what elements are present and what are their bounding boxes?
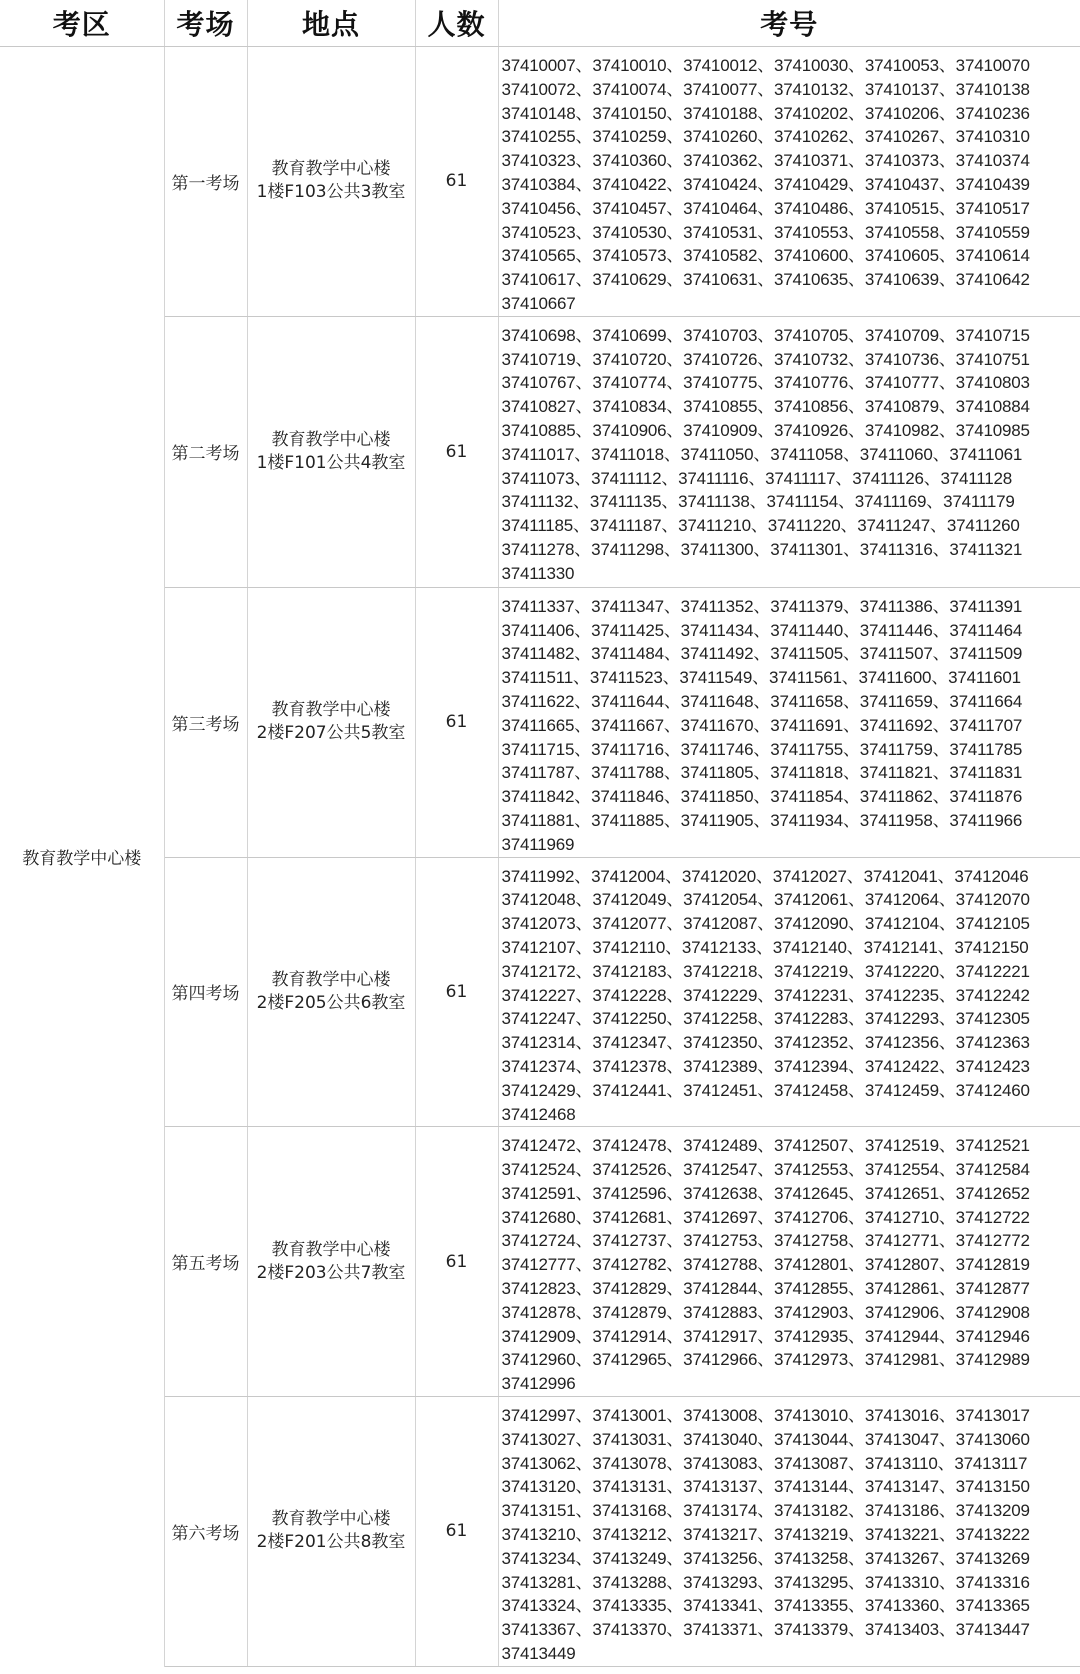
id-line: 37411992、37412004、37412020、37412027、37412041、37412046 xyxy=(501,866,1029,886)
id-line: 37410007、37410010、37410012、37410030、37410053、37410070 xyxy=(501,56,1030,75)
id-line: 37410523、37410530、37410531、37410553、37410558、37410559 xyxy=(501,222,1030,242)
header-ids: 考号 xyxy=(498,0,1080,47)
table-row xyxy=(0,47,1080,317)
id-line: 37411842、37411846、37411850、37411854、37411862、37411876 xyxy=(501,787,1023,807)
room-name: 第一考场 xyxy=(164,47,247,317)
id-line: 37411969 xyxy=(501,834,575,854)
location-line: 教育教学中心楼 xyxy=(271,1239,391,1260)
room-location xyxy=(247,857,415,1127)
id-line: 37411132、37411135、37411138、37411154、37411169、37411179 xyxy=(501,492,1015,512)
id-line: 37411787、37411788、37411805、37411818、37411821、37411831 xyxy=(501,763,1023,783)
room-location xyxy=(247,47,415,317)
id-line: 37412247、37412250、37412258、37412283、37412293、37412305 xyxy=(501,1009,1030,1029)
header-area: 考区 xyxy=(0,0,164,47)
id-line: 37411406、37411425、37411434、37411440、37411446、37411464 xyxy=(501,620,1023,640)
id-line: 37412048、37412049、37412054、37412061、37412064、37412070 xyxy=(501,890,1030,910)
id-line: 37412996 xyxy=(501,1374,576,1394)
room-ids xyxy=(498,857,1080,1127)
id-line: 37410667 xyxy=(501,293,576,313)
id-line: 37412591、37412596、37412638、37412645、37412651、37412652 xyxy=(501,1183,1030,1203)
area-name: 教育教学中心楼 xyxy=(0,47,164,1667)
location-line: 教育教学中心楼 xyxy=(271,159,391,180)
id-line: 37412823、37412829、37412844、37412855、37412861、37412877 xyxy=(501,1279,1030,1299)
header-count: 人数 xyxy=(415,0,498,47)
id-line: 37412468 xyxy=(501,1104,576,1124)
room-count: 61 xyxy=(415,316,498,587)
id-line: 37411511、37411523、37411549、37411561、37411600、37411601 xyxy=(501,668,1021,688)
id-line: 37412878、37412879、37412883、37412903、37412906、37412908 xyxy=(501,1302,1030,1322)
id-line: 37410885、37410906、37410909、37410926、37410982、37410985 xyxy=(501,420,1030,440)
room-count: 61 xyxy=(415,857,498,1127)
id-line: 37411185、37411187、37411210、37411220、37411247、37411260 xyxy=(501,516,1020,536)
id-line: 37411278、37411298、37411300、37411301、37411316、37411321 xyxy=(501,539,1023,559)
id-line: 37410384、37410422、37410424、37410429、37410437、37410439 xyxy=(501,174,1030,194)
header-room: 考场 xyxy=(164,0,247,47)
id-line: 37413281、37413288、37413293、37413295、37413310、37413316 xyxy=(501,1572,1030,1592)
location-line: 2楼F205公共6教室 xyxy=(256,992,406,1013)
location-line: 教育教学中心楼 xyxy=(271,969,391,990)
id-line: 37413367、37413370、37413371、37413379、37413403、37413447 xyxy=(501,1620,1030,1640)
id-line: 37413151、37413168、37413174、37413182、37413186、37413209 xyxy=(501,1501,1030,1521)
room-location xyxy=(247,587,415,857)
id-line: 37412172、37412183、37412218、37412219、37412220、37412221 xyxy=(501,961,1030,981)
id-line: 37413120、37413131、37413137、37413144、37413147、37413150 xyxy=(501,1477,1030,1497)
id-line: 37410323、37410360、37410362、37410371、37410373、37410374 xyxy=(501,151,1030,171)
id-line: 37410767、37410774、37410775、37410776、37410777、37410803 xyxy=(501,373,1030,393)
id-line: 37410565、37410573、37410582、37410600、37410605、37410614 xyxy=(501,246,1030,266)
id-line: 37412909、37412914、37412917、37412935、37412944、37412946 xyxy=(501,1326,1030,1346)
id-line: 37410456、37410457、37410464、37410486、37410515、37410517 xyxy=(501,198,1030,218)
id-line: 37410698、37410699、37410703、37410705、37410709、37410715 xyxy=(501,325,1030,345)
id-line: 37411330 xyxy=(501,563,575,583)
id-line: 37411715、37411716、37411746、37411755、37411759、37411785 xyxy=(501,739,1023,759)
id-line: 37412314、37412347、37412350、37412352、37412356、37412363 xyxy=(501,1033,1030,1053)
id-line: 37410617、37410629、37410631、37410635、37410639、37410642 xyxy=(501,270,1030,290)
room-name: 第四考场 xyxy=(164,857,247,1127)
id-line: 37412429、37412441、37412451、37412458、37412459、37412460 xyxy=(501,1080,1030,1100)
room-ids xyxy=(498,587,1080,857)
location-line: 1楼F103公共3教室 xyxy=(256,182,406,203)
room-count: 61 xyxy=(415,1397,498,1667)
id-line: 37412524、37412526、37412547、37412553、37412554、37412584 xyxy=(501,1160,1030,1180)
room-name: 第二考场 xyxy=(164,316,247,587)
id-line: 37412227、37412228、37412229、37412231、37412235、37412242 xyxy=(501,985,1030,1005)
location-line: 教育教学中心楼 xyxy=(271,1509,391,1530)
room-name: 第六考场 xyxy=(164,1397,247,1667)
id-line: 37412374、37412378、37412389、37412394、37412422、37412423 xyxy=(501,1056,1030,1076)
id-line: 37412777、37412782、37412788、37412801、37412807、37412819 xyxy=(501,1255,1030,1275)
id-line: 37413062、37413078、37413083、37413087、37413110、37413117 xyxy=(501,1453,1028,1473)
room-ids xyxy=(498,1397,1080,1667)
room-location xyxy=(247,1127,415,1397)
room-count: 61 xyxy=(415,1127,498,1397)
room-name: 第五考场 xyxy=(164,1127,247,1397)
location-line: 2楼F203公共7教室 xyxy=(256,1262,406,1283)
room-count: 61 xyxy=(415,47,498,317)
id-line: 37411665、37411667、37411670、37411691、37411692、37411707 xyxy=(501,715,1023,735)
id-line: 37413449 xyxy=(501,1644,576,1664)
room-location xyxy=(247,316,415,587)
id-line: 37410827、37410834、37410855、37410856、37410879、37410884 xyxy=(501,397,1030,417)
id-line: 37411017、37411018、37411050、37411058、37411060、37411061 xyxy=(501,444,1023,464)
room-name: 第三考场 xyxy=(164,587,247,857)
location-line: 教育教学中心楼 xyxy=(271,700,391,721)
id-line: 37412997、37413001、37413008、37413010、37413016、37413017 xyxy=(501,1406,1030,1426)
id-line: 37410255、37410259、37410260、37410262、37410267、37410310 xyxy=(501,127,1030,147)
id-line: 37412472、37412478、37412489、37412507、37412519、37412521 xyxy=(501,1136,1030,1156)
room-ids xyxy=(498,1127,1080,1397)
id-line: 37411482、37411484、37411492、37411505、37411507、37411509 xyxy=(501,644,1023,664)
id-line: 37411622、37411644、37411648、37411658、37411659、37411664 xyxy=(501,691,1023,711)
id-line: 37413027、37413031、37413040、37413044、37413047、37413060 xyxy=(501,1429,1030,1449)
id-line: 37410719、37410720、37410726、37410732、37410736、37410751 xyxy=(501,349,1030,369)
location-line: 教育教学中心楼 xyxy=(271,429,391,450)
location-line: 2楼F207公共5教室 xyxy=(256,723,406,744)
location-line: 1楼F101公共4教室 xyxy=(256,452,406,473)
id-line: 37412680、37412681、37412697、37412706、37412710、37412722 xyxy=(501,1207,1030,1227)
room-ids xyxy=(498,47,1080,317)
id-line: 37413234、37413249、37413256、37413258、37413267、37413269 xyxy=(501,1548,1030,1568)
location-line: 2楼F201公共8教室 xyxy=(256,1532,406,1553)
id-line: 37411337、37411347、37411352、37411379、37411386、37411391 xyxy=(501,596,1023,616)
room-location xyxy=(247,1397,415,1667)
id-line: 37413324、37413335、37413341、37413355、37413360、37413365 xyxy=(501,1596,1030,1616)
id-line: 37412107、37412110、37412133、37412140、37412141、37412150 xyxy=(501,937,1029,957)
id-line: 37410148、37410150、37410188、37410202、37410206、37410236 xyxy=(501,103,1030,123)
id-line: 37411881、37411885、37411905、37411934、37411958、37411966 xyxy=(501,810,1023,830)
id-line: 37410072、37410074、37410077、37410132、37410137、37410138 xyxy=(501,79,1030,99)
room-count: 61 xyxy=(415,587,498,857)
id-line: 37411073、37411112、37411116、37411117、37411126、37411128 xyxy=(501,468,1013,488)
header-location: 地点 xyxy=(247,0,415,47)
id-line: 37412960、37412965、37412966、37412973、37412981、37412989 xyxy=(501,1350,1030,1370)
header-row xyxy=(0,0,1080,47)
id-line: 37412724、37412737、37412753、37412758、37412771、37412772 xyxy=(501,1231,1030,1251)
id-line: 37412073、37412077、37412087、37412090、37412104、37412105 xyxy=(501,914,1030,934)
id-line: 37413210、37413212、37413217、37413219、37413221、37413222 xyxy=(501,1525,1030,1545)
room-ids xyxy=(498,316,1080,587)
